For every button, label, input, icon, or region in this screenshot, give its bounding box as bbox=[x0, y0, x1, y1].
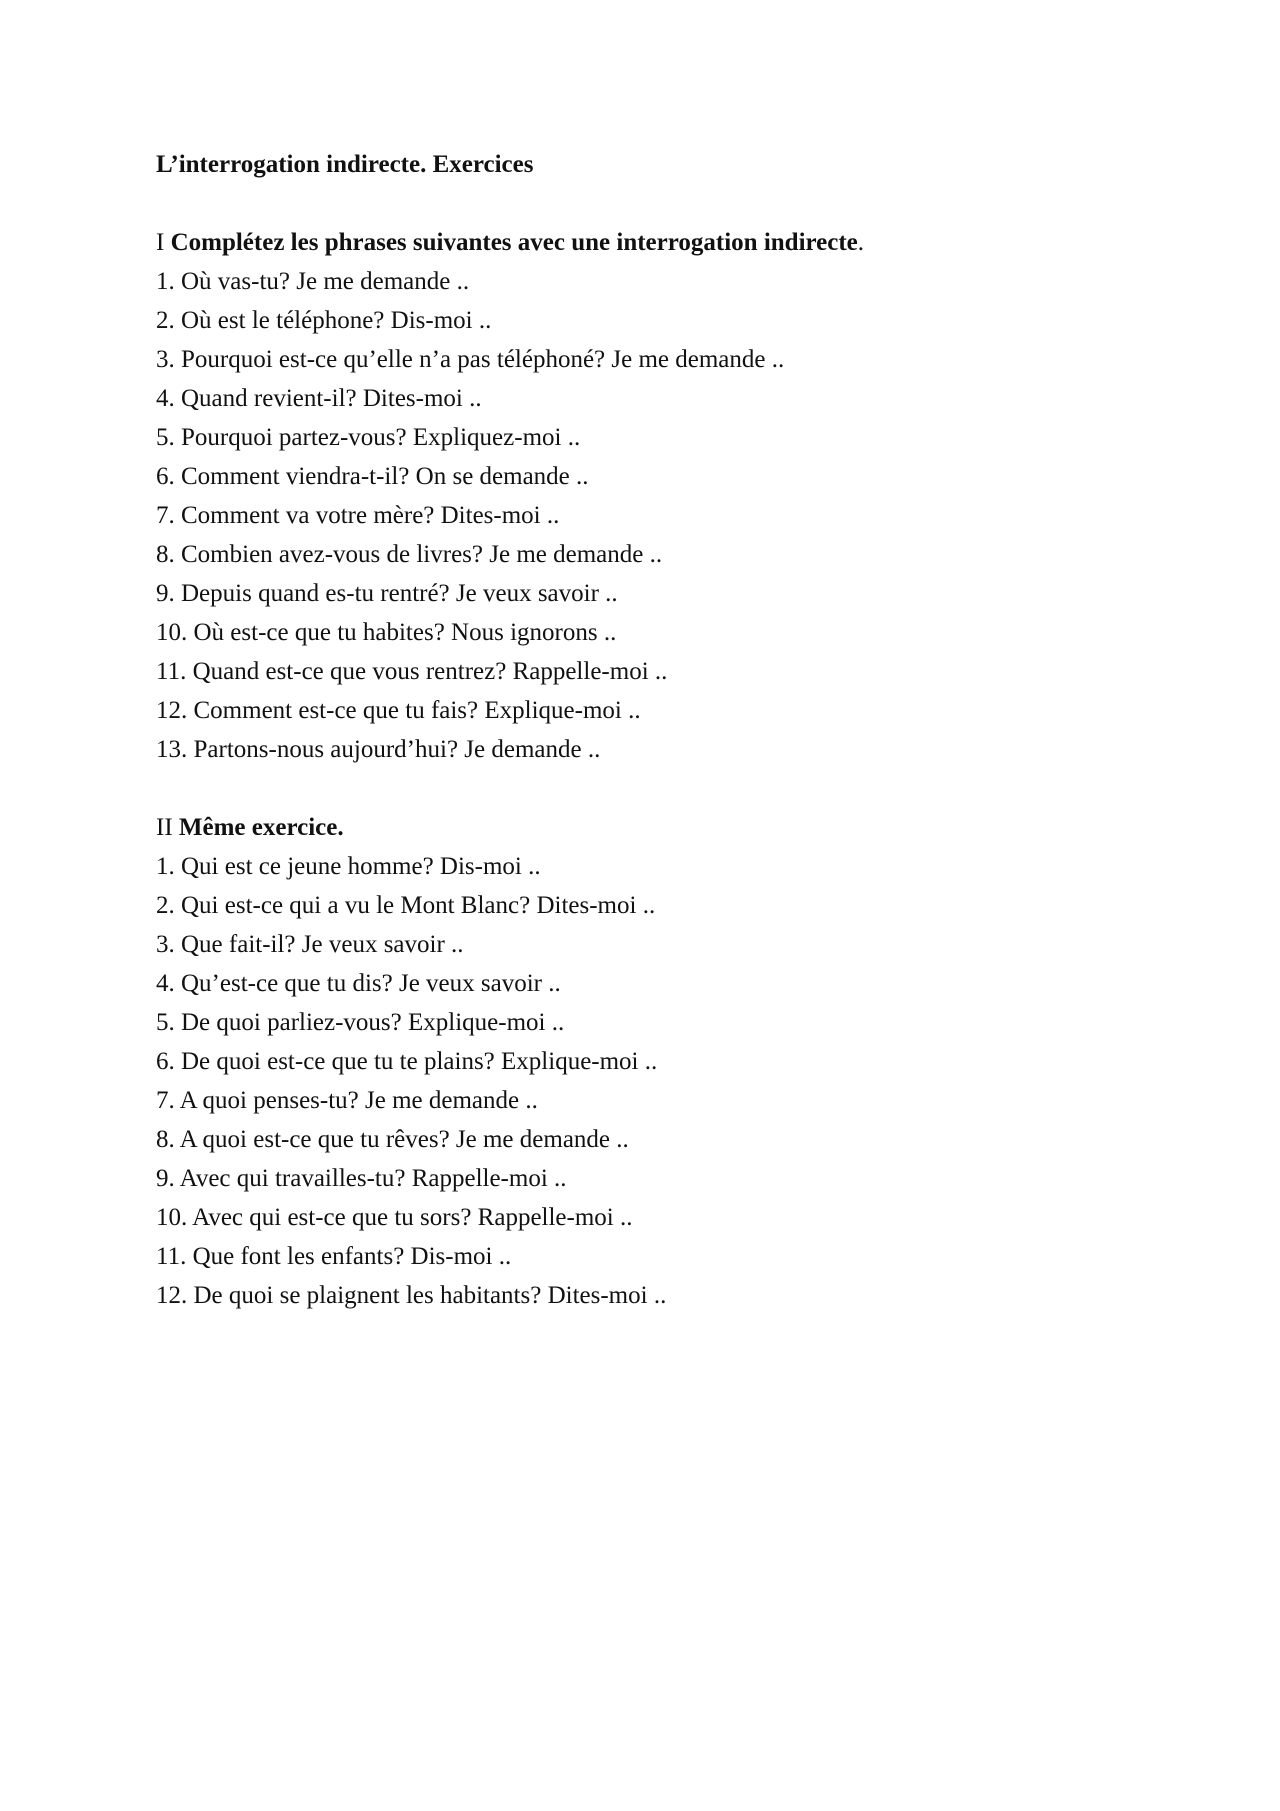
exercise-item: 3. Que fait-il? Je veux savoir .. bbox=[156, 931, 464, 958]
exercise-list bbox=[156, 262, 1156, 769]
exercise-item: 10. Où est-ce que tu habites? Nous ignorons .. bbox=[156, 619, 617, 646]
exercise-item: 9. Avec qui travailles-tu? Rappelle-moi .. bbox=[156, 1165, 567, 1192]
exercise-item: 6. De quoi est-ce que tu te plains? Explique-moi .. bbox=[156, 1048, 658, 1075]
exercise-item: 1. Qui est ce jeune homme? Dis-moi .. bbox=[156, 853, 541, 880]
section-heading bbox=[156, 808, 1156, 847]
exercise-item: 11. Que font les enfants? Dis-moi .. bbox=[156, 1243, 512, 1270]
exercise-item: 1. Où vas-tu? Je me demande .. bbox=[156, 268, 470, 295]
exercise-item: 6. Comment viendra-t-il? On se demande .. bbox=[156, 463, 589, 490]
exercise-item: 7. A quoi penses-tu? Je me demande .. bbox=[156, 1087, 538, 1114]
exercise-item: 5. De quoi parliez-vous? Explique-moi .. bbox=[156, 1009, 565, 1036]
exercise-section-2 bbox=[156, 808, 1156, 1315]
exercise-item: 2. Qui est-ce qui a vu le Mont Blanc? Dites-moi .. bbox=[156, 892, 656, 919]
exercise-item: 11. Quand est-ce que vous rentrez? Rappelle-moi .. bbox=[156, 658, 668, 685]
section-instruction-end: . bbox=[857, 229, 865, 256]
exercise-item: 4. Quand revient-il? Dites-moi .. bbox=[156, 385, 482, 412]
exercise-item: 10. Avec qui est-ce que tu sors? Rappelle-moi .. bbox=[156, 1204, 633, 1231]
exercise-item: 8. A quoi est-ce que tu rêves? Je me demande .. bbox=[156, 1126, 629, 1153]
section-instruction: Même exercice. bbox=[178, 814, 344, 841]
exercise-item: 2. Où est le téléphone? Dis-moi .. bbox=[156, 307, 492, 334]
exercise-item: 12. De quoi se plaignent les habitants? Dites-moi .. bbox=[156, 1282, 667, 1309]
exercise-item: 3. Pourquoi est-ce qu’elle n’a pas téléphoné? Je me demande .. bbox=[156, 346, 785, 373]
exercise-item: 9. Depuis quand es-tu rentré? Je veux savoir .. bbox=[156, 580, 618, 607]
exercise-item: 7. Comment va votre mère? Dites-moi .. bbox=[156, 502, 560, 529]
exercise-item: 12. Comment est-ce que tu fais? Explique-moi .. bbox=[156, 697, 641, 724]
exercise-item: 5. Pourquoi partez-vous? Expliquez-moi .. bbox=[156, 424, 581, 451]
exercise-item: 13. Partons-nous aujourd’hui? Je demande .. bbox=[156, 736, 601, 763]
exercise-item: 8. Combien avez-vous de livres? Je me demande .. bbox=[156, 541, 663, 568]
section-numeral: II bbox=[156, 814, 173, 841]
exercise-item: 4. Qu’est-ce que tu dis? Je veux savoir .. bbox=[156, 970, 561, 997]
section-numeral: I bbox=[156, 229, 165, 256]
exercise-section-1 bbox=[156, 223, 1156, 769]
document-title: L’interrogation indirecte. Exercices bbox=[156, 151, 534, 178]
exercise-list bbox=[156, 847, 1156, 1315]
section-heading bbox=[156, 223, 1156, 262]
document-page bbox=[156, 145, 1156, 1315]
section-instruction: Complétez les phrases suivantes avec une interrogation indirecte bbox=[170, 229, 858, 256]
